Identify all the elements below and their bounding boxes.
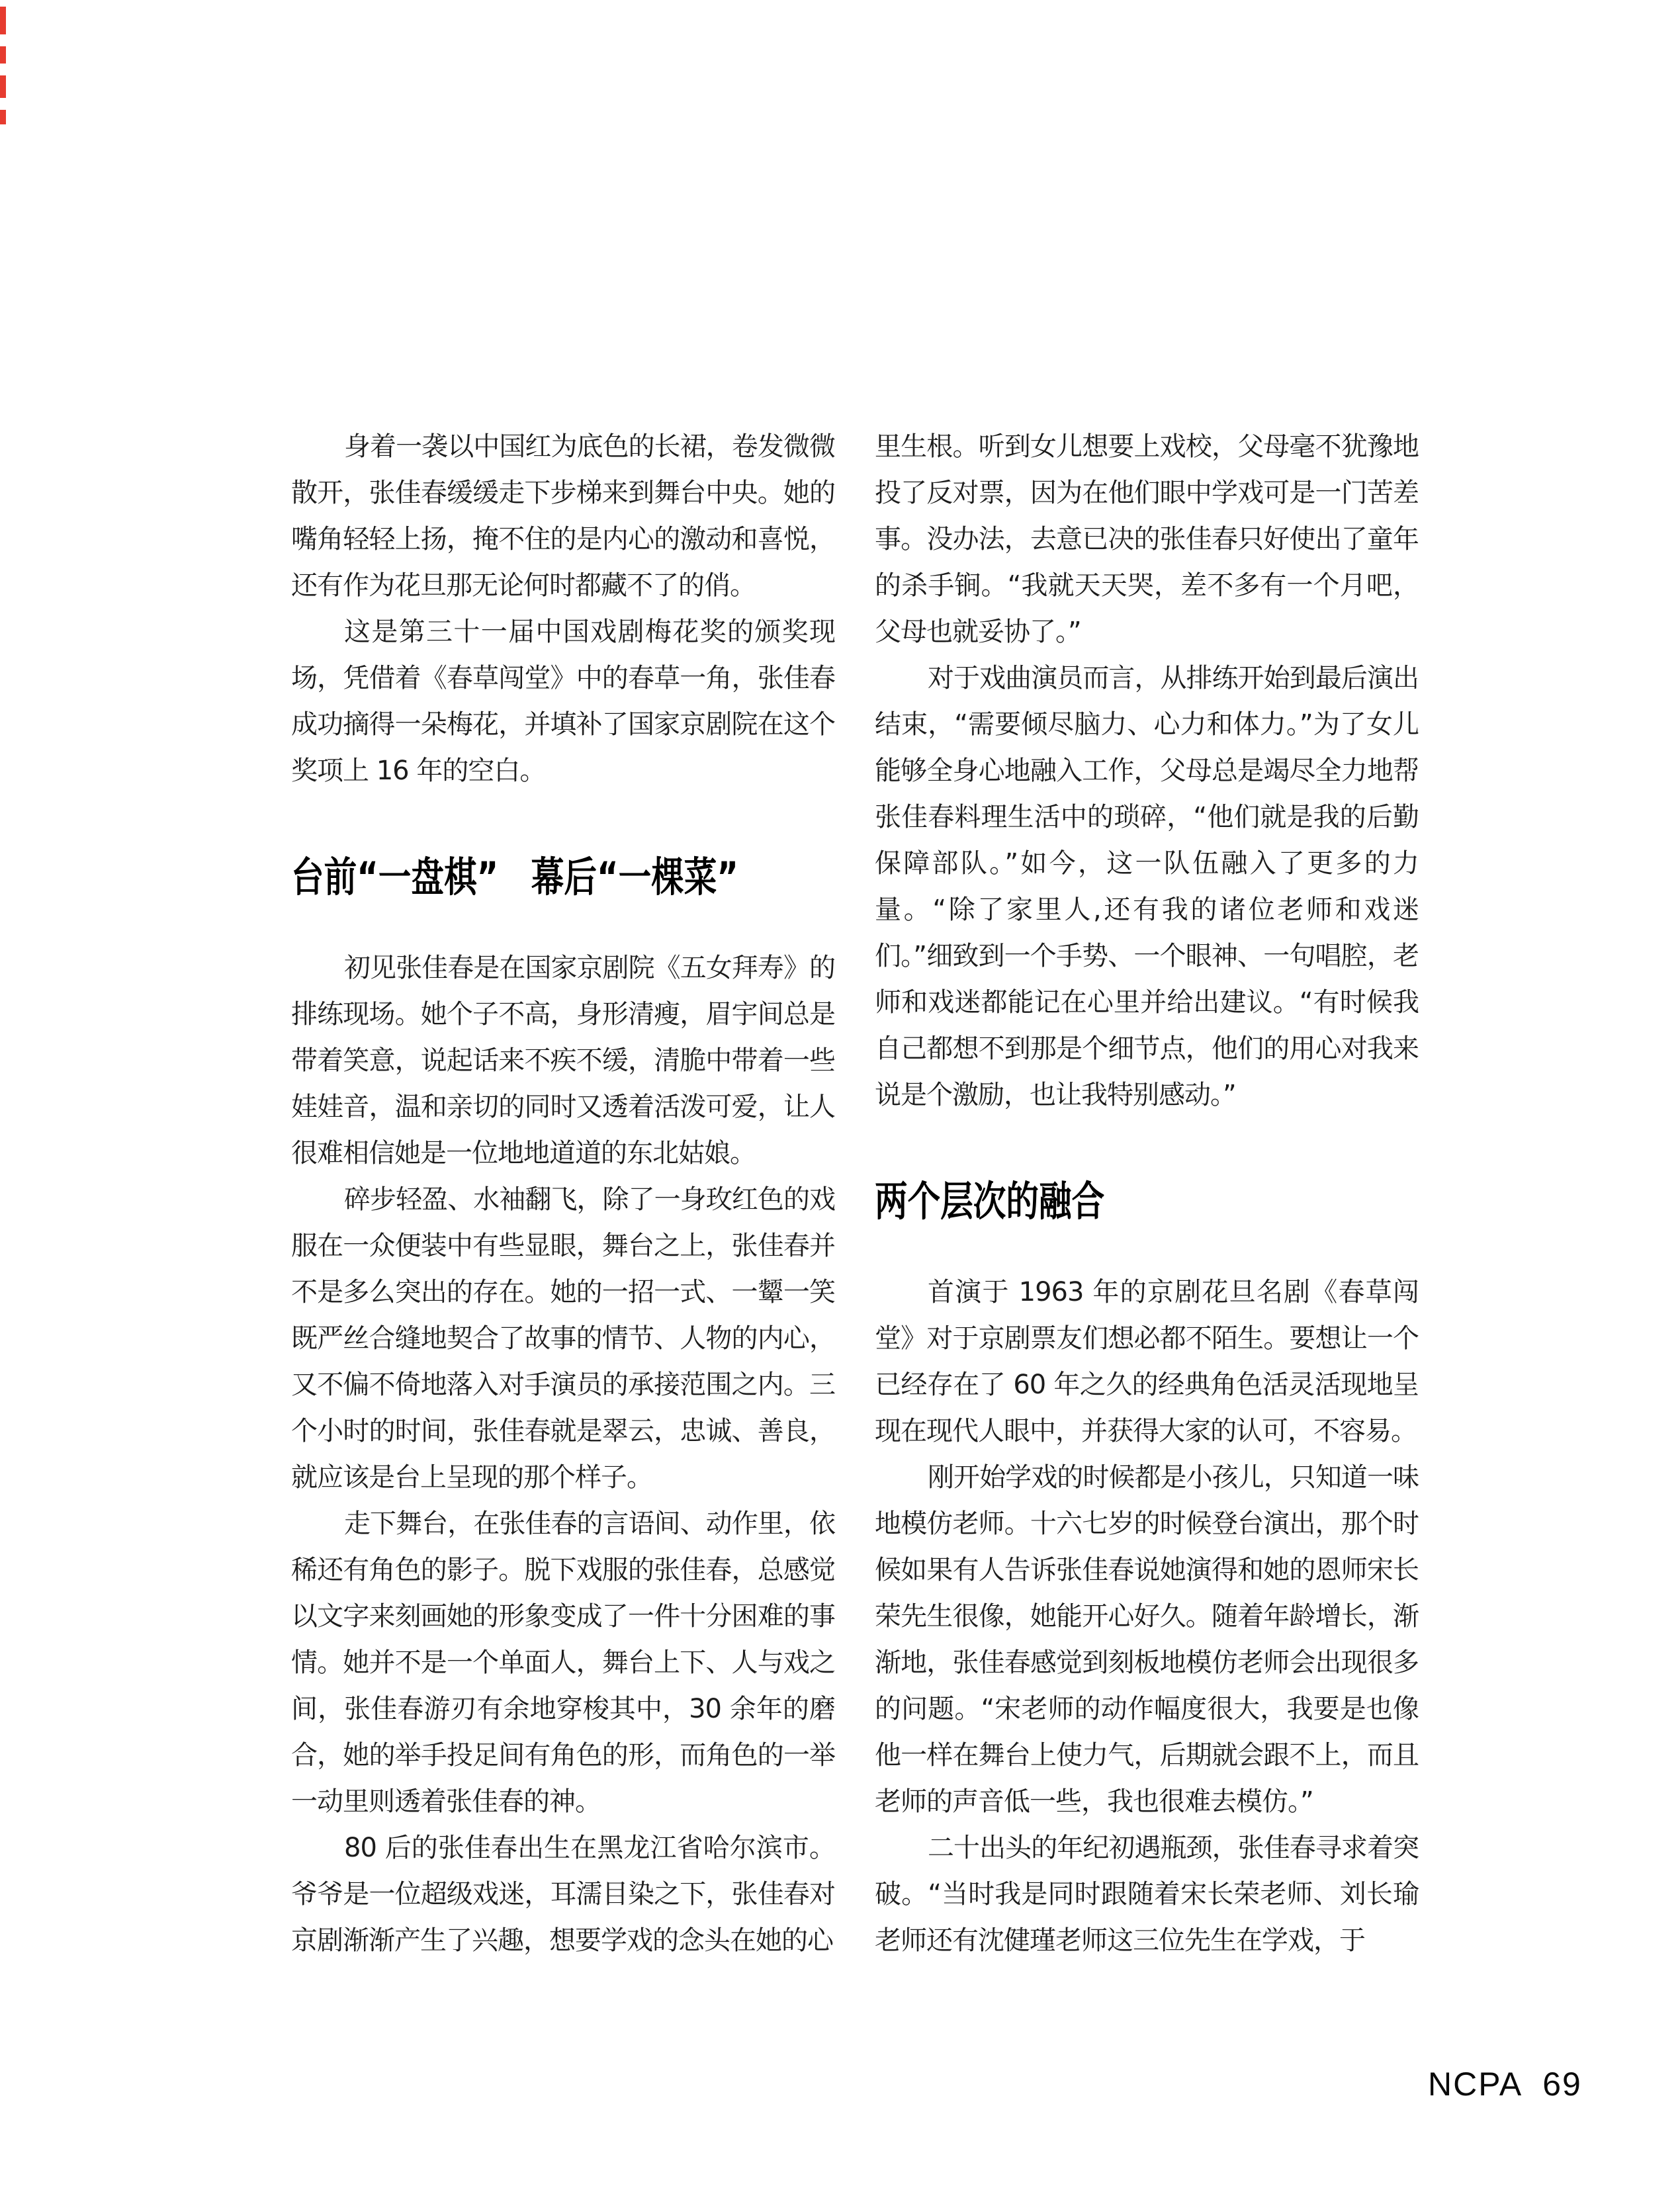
red-trim-mark	[0, 110, 6, 124]
body-paragraph: 身着一袭以中国红为底色的长裙，卷发微微散开，张佳春缓缓走下步梯来到舞台中央。她的嘴角轻轻上扬，掩不住的是内心的激动和喜悦，还有作为花旦那无论何时都藏不了的俏。	[291, 431, 835, 601]
section-heading-two-levels: 两个层次的融合	[875, 1177, 1105, 1225]
body-paragraph: 80 后的张佳春出生在黑龙江省哈尔滨市。爷爷是一位超级戏迷，耳濡目染之下，张佳春对京剧渐渐产生了兴趣，想要学戏的念头在她的心	[291, 1833, 835, 1956]
body-paragraph: 碎步轻盈、水袖翻飞，除了一身玫红色的戏服在一众便装中有些显眼，舞台之上，张佳春并不是多么突出的存在。她的一招一式、一颦一笑既严丝合缝地契合了故事的情节、人物的内心，又不偏不倚地落入对手演员的承接范围之内。三个小时的时间，张佳春就是翠云，忠诚、善良，就应该是台上呈现的那个样子。	[291, 1184, 835, 1493]
body-paragraph: 初见张佳春是在国家京剧院《五女拜寿》的排练现场。她个子不高，身形清瘦，眉宇间总是带着笑意，说起话来不疾不缓，清脆中带着一些娃娃音，温和亲切的同时又透着活泼可爱，让人很难相信她是一位地地道道的东北姑娘。	[291, 953, 835, 1168]
page-footer	[1428, 2066, 1582, 2103]
article-column-right	[875, 423, 1419, 1964]
red-trim-mark	[0, 7, 6, 34]
red-trim-mark	[0, 46, 6, 64]
section-heading-stage-team: 台前“一盘棋” 幕后“一棵菜”	[291, 853, 738, 901]
footer-brand: NCPA	[1428, 2066, 1523, 2103]
body-paragraph: 里生根。听到女儿想要上戏校，父母毫不犹豫地投了反对票，因为在他们眼中学戏可是一门苦差事。没办法，去意已决的张佳春只好使出了童年的杀手锏。“我就天天哭，差不多有一个月吧，父母也就妥协了。”	[875, 431, 1419, 647]
body-paragraph: 二十出头的年纪初遇瓶颈，张佳春寻求着突破。“当时我是同时跟随着宋长荣老师、刘长瑜老师还有沈健瑾老师这三位先生在学戏，于	[875, 1833, 1419, 1956]
red-trim-mark	[0, 75, 6, 98]
body-paragraph: 对于戏曲演员而言，从排练开始到最后演出结束，“需要倾尽脑力、心力和体力。”为了女儿能够全身心地融入工作，父母总是竭尽全力地帮张佳春料理生活中的琐碎，“他们就是我的后勤保障部队。”如今，这一队伍融入了更多的力量。“除了家里人,还有我的诸位老师和戏迷们。”细致到一个手势、一个眼神、一句唱腔，老师和戏迷都能记在心里并给出建议。“有时候我自己都想不到那是个细节点，他们的用心对我来说是个激励，也让我特别感动。”	[875, 663, 1419, 1110]
body-paragraph: 这是第三十一届中国戏剧梅花奖的颁奖现场，凭借着《春草闯堂》中的春草一角，张佳春成功摘得一朵梅花，并填补了国家京剧院在这个奖项上 16 年的空白。	[291, 617, 835, 786]
body-paragraph: 首演于 1963 年的京剧花旦名剧《春草闯堂》对于京剧票友们想必都不陌生。要想让一个已经存在了 60 年之久的经典角色活灵活现地呈现在现代人眼中，并获得大家的认可，不容易。	[875, 1277, 1419, 1446]
body-paragraph: 刚开始学戏的时候都是小孩儿，只知道一味地模仿老师。十六七岁的时候登台演出，那个时候如果有人告诉张佳春说她演得和她的恩师宋长荣先生很像，她能开心好久。随着年龄增长，渐渐地，张佳春感觉到刻板地模仿老师会出现很多的问题。“宋老师的动作幅度很大，我要是也像他一样在舞台上使力气，后期就会跟不上，而且老师的声音低一些，我也很难去模仿。”	[875, 1462, 1419, 1817]
page-edge-red-marks	[0, 7, 6, 172]
body-paragraph: 走下舞台，在张佳春的言语间、动作里，依稀还有角色的影子。脱下戏服的张佳春，总感觉以文字来刻画她的形象变成了一件十分困难的事情。她并不是一个单面人，舞台上下、人与戏之间，张佳春游刃有余地穿梭其中，30 余年的磨合，她的举手投足间有角色的形，而角色的一举一动里则透着张佳春的神。	[291, 1509, 835, 1817]
footer-page-number: 69	[1542, 2066, 1582, 2103]
article-column-left	[291, 423, 835, 1964]
